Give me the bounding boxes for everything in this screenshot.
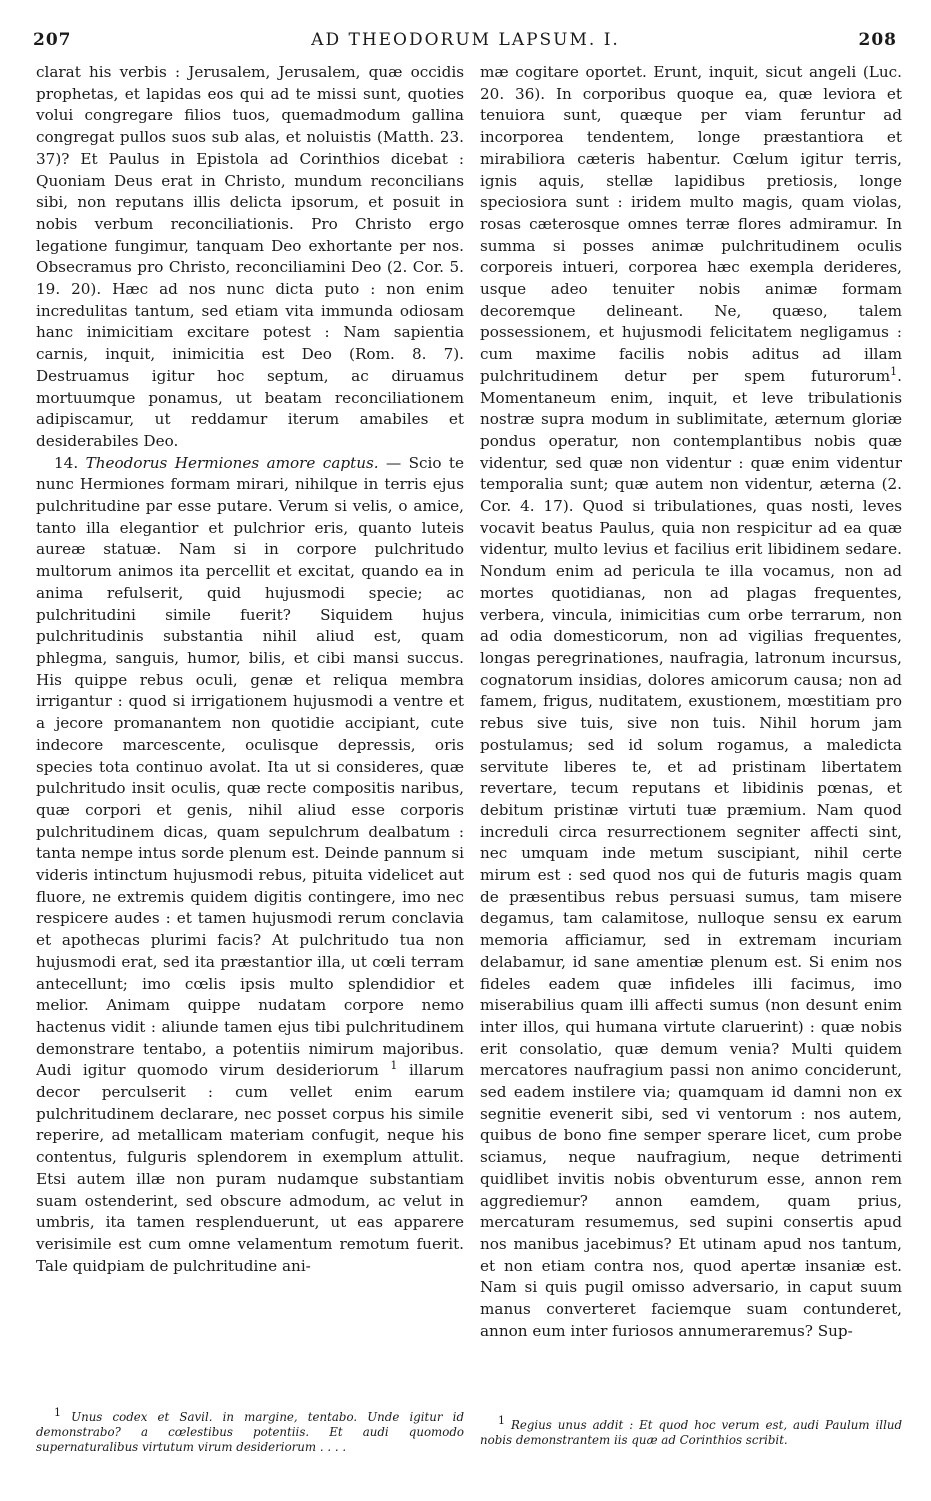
paragraph-text-continued: illarum decor perculserit : cum vellet enim earum pulchritudinem declarare, nec posset corpus his simile reperire, ad metallicam materiam confugit, neque his contentus, fulguris splendorem in exemplum attulit. Etsi autem illæ non puram nudamque substantiam suam ostenderint, sed obscure admodum, ac velut in umbris, ita tamen resplenduerunt, ut eas apparere verisimile est cum omne velamentum remotum fuerit. Tale quidpiam de pulchritudine ani-	[36, 1061, 465, 1275]
page-number-left: 207	[33, 30, 72, 50]
right-column	[480, 62, 902, 1342]
footnote	[36, 1406, 465, 1455]
footnote-mark: 1	[890, 364, 898, 378]
footnote-left	[36, 1406, 465, 1455]
section-number: 14.	[54, 453, 79, 472]
paragraph-text: mæ cogitare oportet. Erunt, inquit, sicut angeli (Luc. 20. 36). In corporibus quoque ea, quæ leviora et tenuiora sunt, quæque per viam feruntur ad incorporea tendentem, longe præstantiora et mirabiliora cæteris habentur. Cœlum igitur terris, ignis aquis, stellæ lapidibus pretiosis, longe speciosiora sunt : iridem multo magis, quam violas, rosas cæterosque omnes terræ flores admiramur. In summa si posses animæ pulchritudinem oculis corporeis intueri, corporea hæc exempla derideres, usque adeo tenuiter nobis animæ formam decoremque delineant. Ne, quæso, talem possessionem, et hujusmodi felicitatem negligamus : cum maxime facilis nobis aditus ad illam pulchritudinem detur per spem futurorum	[480, 63, 902, 385]
footnote-mark: 1	[54, 1406, 61, 1420]
section-paragraph	[36, 453, 464, 1278]
footnote-text: Regius unus addit : Et quod hoc verum est, audi Paulum illud nobis demonstrantem iis quæ ad Corinthios scribit.	[480, 1418, 902, 1447]
footnote-mark: 1	[390, 1059, 398, 1073]
section-heading: Theodorus Hermiones amore captus.	[85, 453, 379, 472]
paragraph: clarat his verbis : Jerusalem, Jerusalem, quæ occidis prophetas, et lapidas eos qui ad te missi sunt, quoties volui congregare filios tuos, quemadmodum gallina congregat pullos suos sub alas, et noluistis (Matth. 23. 37)? Et Paulus in Epistola ad Corinthios dicebat : Quoniam Deus erat in Christo, mundum reconcilians sibi, non reputans illis delicta ipsorum, et posuit in nobis verbum reconciliationis. Pro Christo ergo legatione fungimur, tanquam Deo exhortante per nos. Obsecramus pro Christo, reconciliamini Deo (2. Cor. 5. 19. 20). Hæc ad nos nunc dicta puto : non enim incredulitas tantum, sed etiam vita immunda odiosam hanc inimicitiam excitare potest : Nam sapientia carnis, inquit, inimicitia est Deo (Rom. 8. 7). Destruamus igitur hoc septum, ac diruamus mortuumque ponamus, ut beatam reconciliationem adipiscamur, ut reddamur iterum amabiles et desiderabiles Deo.	[36, 63, 464, 450]
paragraph	[480, 62, 902, 1342]
footnote-right	[480, 1414, 902, 1448]
paragraph-text-continued: . Momentaneum enim, inquit, et leve tribulationis nostræ supra modum in sublimitate, æternum gloriæ pondus operatur, non contemplantibus nobis quæ videntur, sed quæ non videntur : quæ enim videntur temporalia sunt; quæ autem non videntur, æterna (2. Cor. 4. 17). Quod si tribulationes, quas nosti, leves vocavit beatus Paulus, quia non respicitur ad ea quæ videntur, multo levius et facilius erit libidinem sedare. Nondum enim ad pericula te illa vocamus, non ad mortes quotidianas, non ad plagas frequentes, verbera, vincula, inimicitias cum orbe terrarum, non ad odia domesticorum, non ad vigilias frequentes, longas peregrinationes, naufragia, latronum incursus, cognatorum insidias, dolores amicorum causa; non ad famem, frigus, nuditatem, exustionem, mœstitiam pro rebus sive tuis, sive non tuis. Nihil horum jam postulamus; sed id solum rogamus, a maledicta servitute liberes te, et ad pristinam libertatem revertare, tecum reputans et libidinis pœnas, et debitum pristinæ virtuti tuæ præmium. Nam quod increduli circa resurrectionem segniter affecti sint, nec umquam inde metum suscipiant, nihil certe mirum est : sed quod nos qui de futuris magis quam de præsentibus rebus persuasi sumus, tam misere degamus, tam calamitose, nulloque sensu ex earum memoria afficiamur, sed in extremam incuriam delabamur, id sane amentiæ plenum est. Si enim nos fideles eadem quæ infideles illi facimus, imo miserabilius quam illi affecti sumus (non desunt enim inter illos, qui humana virtute claruerint) : quæ nobis erit consolatio, quæ demum venia? Multi quidem mercatores naufragium passi non animo conciderunt, sed eadem instilere via; quamquam id damni non ex segnitie evenerit sibi, sed vi ventorum : nos autem, quibus de bono fine semper sperare licet, cum probe sciamus, neque naufragium, neque detrimenti quidlibet invitis nobis obventurum esse, annon rem aggrediemur? annon eamdem, quam prius, mercaturam resumemus, sed supini consertis apud nos manibus jacebimus? Et utinam apud nos tantum, et non etiam contra nos, quod apertæ insaniæ est. Nam si quis pugil omisso adversario, in caput suum manus converteret faciemque suam contunderet, annon eum inter furiosos annumeraremus? Sup-	[480, 366, 902, 1340]
footnote-text: Unus codex et Savil. in margine, tentabo. Unde igitur id demonstrabo? a cœlestibus potentiis. Et audi quomodo supernaturalibus virtutum virum desideriorum . . . .	[36, 1410, 465, 1454]
running-title: AD THEODORUM LAPSUM. I.	[311, 30, 620, 50]
page-number-right: 208	[858, 30, 897, 50]
footnote	[480, 1414, 902, 1448]
paragraph-text: — Scio te nunc Hermiones formam mirari, nihilque in terris ejus pulchritudine par esse putare. Verum si velis, o amice, tanto illa elegantior et pulchrior eris, quanto luteis aureæ statuæ. Nam si in corpore pulchritudo multorum animos ita percellit et excitat, quando ea in anima refulserit, quid hujusmodi specie; ac pulchritudini simile fuerit? Siquidem hujus pulchritudinis substantia nihil aliud est, quam phlegma, sanguis, humor, bilis, et cibi mansi succus. His quippe rebus oculi, genæ et reliqua membra irrigantur : quod si irrigationem hujusmodi a ventre et a jecore promanantem non quotidie accipiant, cute indecore marcescente, oculisque depressis, oris species tota continuo avolat. Ita ut si consideres, quæ pulchritudo insit oculis, quæ recte compositis naribus, quæ corpori et genis, nihil aliud esse corporis pulchritudinem dicas, quam sepulchrum dealbatum : tanta nempe intus sorde plenum est. Deinde pannum si videris intinctum hujusmodi rebus, pituita videlicet aut fluore, ne extremis quidem digitis contingere, imo nec respicere audes : et tamen hujusmodi rerum conclavia et apothecas plurimi facis? At pulchritudo tua non hujusmodi erat, sed ita præstantior illa, ut cœli terram antecellunt; imo cœlis ipsis multo splendidior et melior. Animam quippe nudatam corpore nemo hactenus vidit : aliunde tamen ejus tibi pulchritudinem demonstrare tentabo, a potentiis nimirum majoribus. Audi igitur quomodo virum desideriorum	[36, 453, 465, 1080]
running-head	[0, 30, 931, 60]
footnote-mark: 1	[498, 1414, 505, 1428]
left-column	[36, 62, 464, 1277]
